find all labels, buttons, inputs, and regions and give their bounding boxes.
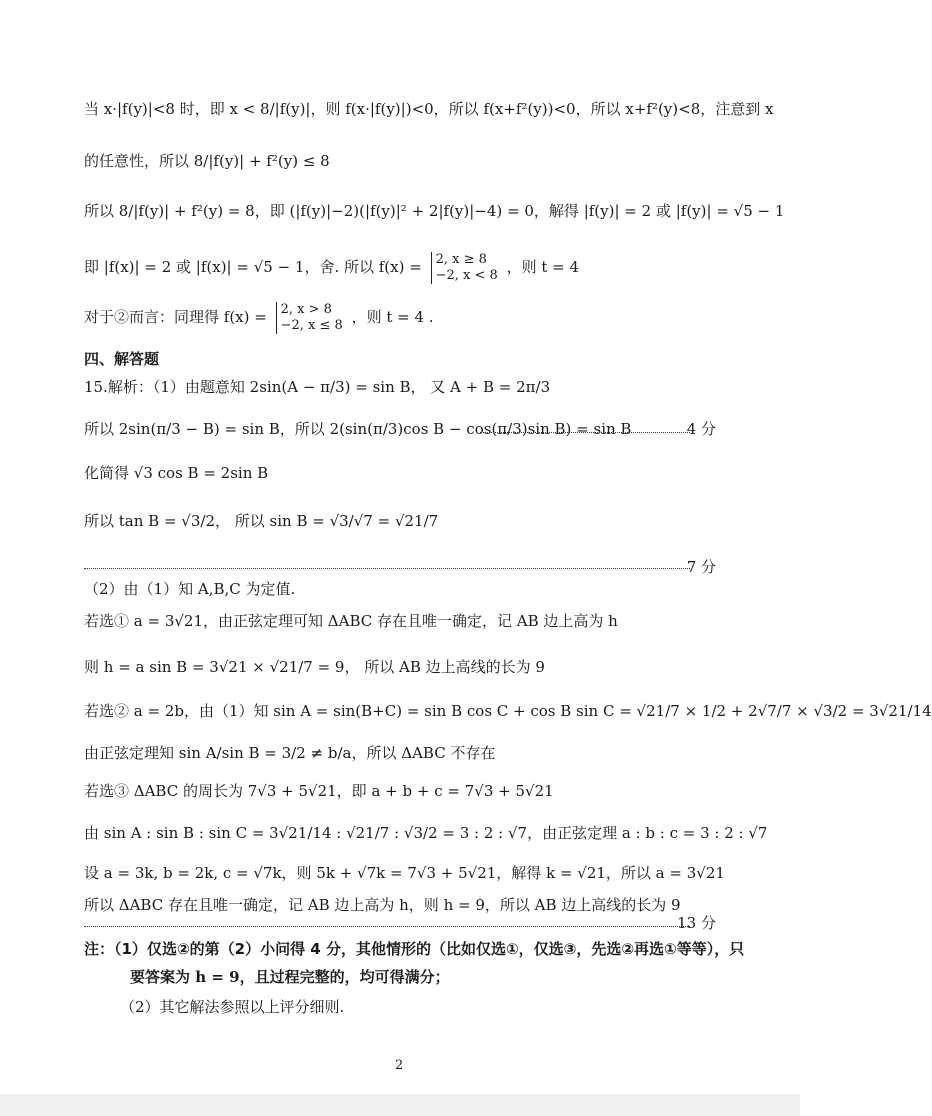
- piecewise-brace: [431, 252, 498, 284]
- solution-line-14: 由正弦定理知 sin A/sin B = 3/2 ≠ b/a，所以 ΔABC 不存在: [84, 744, 496, 762]
- solution-line-1: 当 x·|f(y)|<8 时，即 x < 8/|f(y)|，则 f(x·|f(y)|)<0，所以 f(x+f²(y))<0，所以 x+f²(y)<8，注意到 x: [84, 100, 774, 118]
- solution-line-2: 的任意性，所以 8/|f(y)| + f²(y) ≤ 8: [84, 152, 330, 170]
- solution-line-15: 若选③ ΔABC 的周长为 7√3 + 5√21，即 a + b + c = 7√3 + 5√21: [84, 782, 554, 800]
- solution-line-11: 若选① a = 3√21，由正弦定理可知 ΔABC 存在且唯一确定，记 AB 边上高为 h: [84, 612, 618, 630]
- dotted-leader: [84, 926, 690, 927]
- solution-line-4: [84, 252, 716, 284]
- case-1: 2, x > 8: [280, 302, 332, 317]
- case-1: 2, x ≥ 8: [435, 252, 487, 267]
- line4-tail: ，则 t = 4: [506, 258, 580, 276]
- note-line-2: 要答案为 h = 9，且过程完整的，均可得满分；: [130, 968, 450, 986]
- solution-line-8: 化简得 √3 cos B = 2sin B: [84, 464, 269, 482]
- score-13: 13 分: [677, 914, 716, 932]
- solution-line-18: 所以 ΔABC 存在且唯一确定，记 AB 边上高为 h，则 h = 9，所以 AB 边上高线的长为 9: [84, 896, 681, 914]
- dotted-leader: [480, 432, 690, 433]
- bottom-bar: [0, 1094, 800, 1116]
- score-4: 4 分: [686, 420, 716, 438]
- dotted-leader: [84, 568, 690, 569]
- solution-line-3: 所以 8/|f(y)| + f²(y) = 8，即 (|f(y)|−2)(|f(y)|² + 2|f(y)|−4) = 0，解得 |f(y)| = 2 或 |f(y)| = √5 − 1: [84, 202, 785, 220]
- solution-line-17: 设 a = 3k, b = 2k, c = √7k，则 5k + √7k = 7√3 + 5√21，解得 k = √21，所以 a = 3√21: [84, 864, 725, 882]
- note-line-3: （2）其它解法参照以上评分细则.: [120, 998, 345, 1016]
- solution-line-13: 若选② a = 2b，由（1）知 sin A = sin(B+C) = sin B cos C + cos B sin C = √21/7 × 1/2 + 2√7/7 × √3/2 = 3√21/14: [84, 702, 932, 720]
- solution-line-6: 15.解析：（1）由题意知 2sin(A − π/3) = sin B， 又 A + B = 2π/3: [84, 378, 551, 396]
- solution-line-16: 由 sin A : sin B : sin C = 3√21/14 : √21/7 : √3/2 = 3 : 2 : √7，由正弦定理 a : b : c = 3 : 2 : √7: [84, 824, 768, 842]
- section-heading: 四、解答题: [84, 350, 160, 368]
- page-number: 2: [395, 1058, 404, 1073]
- note-line-1: 注：（1）仅选②的第（2）小问得 4 分，其他情形的（比如仅选①，仅选③，先选②再选①等等），只: [84, 940, 745, 958]
- case-2: −2, x ≤ 8: [280, 318, 343, 333]
- solution-line-12: 则 h = a sin B = 3√21 × √21/7 = 9， 所以 AB 边上高线的长为 9: [84, 658, 545, 676]
- solution-line-9: 所以 tan B = √3/2， 所以 sin B = √3/√7 = √21/7: [84, 512, 439, 530]
- line5-tail: ，则 t = 4 .: [351, 308, 434, 326]
- line5-text: 对于②而言：同理得 f(x) =: [84, 308, 267, 326]
- case-2: −2, x < 8: [435, 268, 498, 283]
- solution-line-7: 所以 2sin(π/3 − B) = sin B，所以 2(sin(π/3)cos B − cos(π/3)sin B) = sin B: [84, 420, 632, 438]
- solution-line-5: [84, 302, 716, 334]
- line4-text: 即 |f(x)| = 2 或 |f(x)| = √5 − 1，舍. 所以 f(x) =: [84, 258, 422, 276]
- piecewise-brace-2: [276, 302, 343, 334]
- solution-line-10: （2）由（1）知 A,B,C 为定值.: [84, 580, 296, 598]
- score-7: 7 分: [686, 558, 716, 576]
